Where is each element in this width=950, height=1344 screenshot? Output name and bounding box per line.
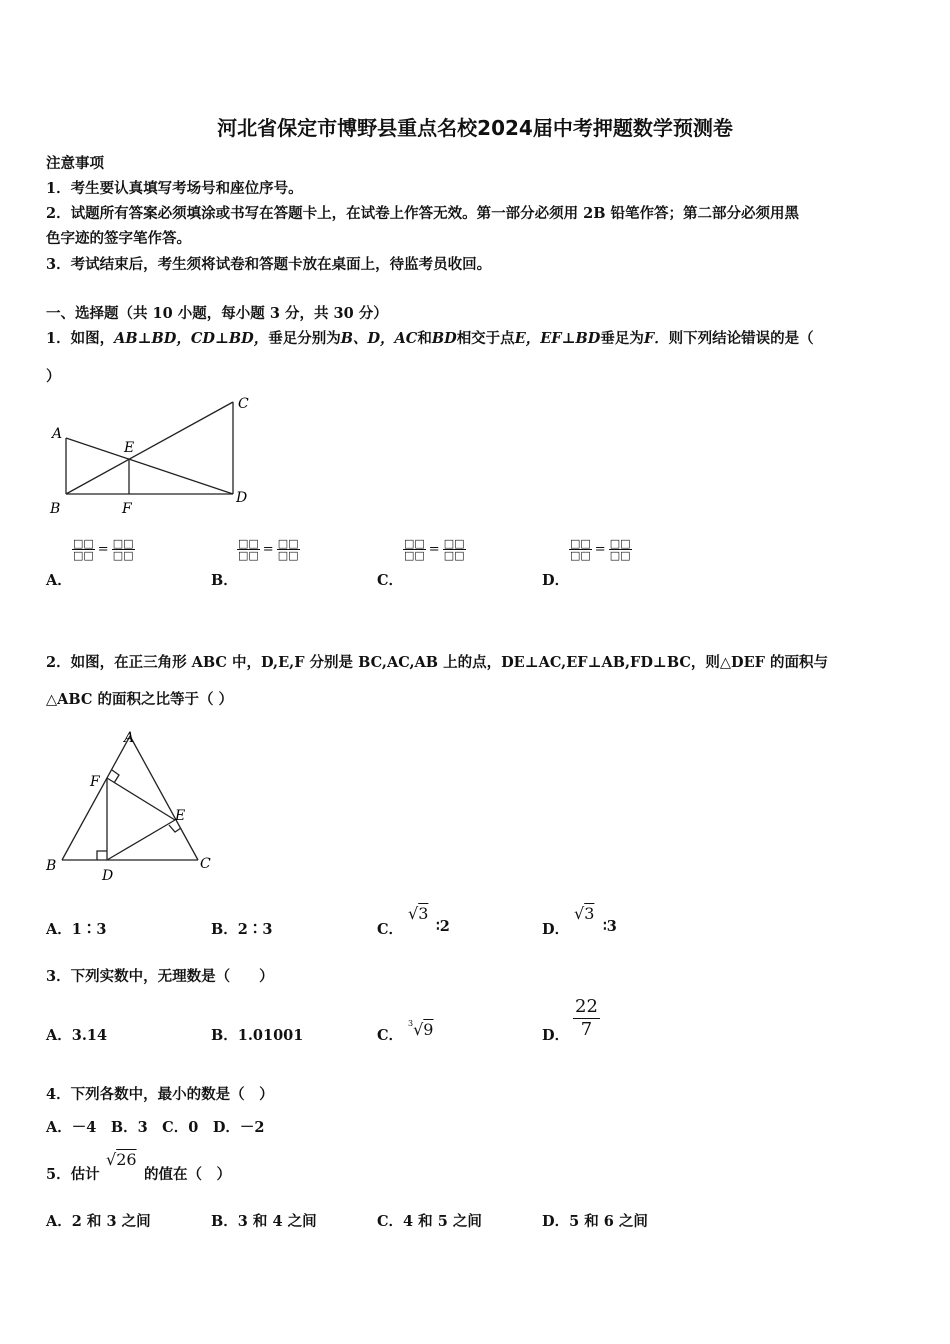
q2-option-a bbox=[46, 918, 106, 939]
option-text: 3 和 4 之间 bbox=[237, 1213, 317, 1230]
q1-math-1: AB⊥BD，CD⊥BD， bbox=[114, 330, 269, 347]
q1-close-paren: ） bbox=[46, 368, 61, 385]
option-letter: C． bbox=[377, 921, 404, 938]
fraction-num: □□ bbox=[570, 537, 591, 550]
fraction-den: □□ bbox=[443, 549, 465, 562]
q5-option-d bbox=[542, 1210, 648, 1231]
q2-option-c-sqrt bbox=[408, 904, 428, 923]
label-f: F bbox=[122, 501, 132, 517]
option-text: 2∶3 bbox=[237, 921, 273, 938]
q3-option-d-fraction bbox=[573, 996, 600, 1041]
page-title: 河北省保定市博野县重点名校2024届中考押题数学预测卷 bbox=[217, 116, 733, 140]
fraction-den: □□ bbox=[570, 549, 591, 562]
segment-bc bbox=[66, 402, 233, 494]
q1-figure bbox=[46, 392, 266, 520]
option-letter: D． bbox=[542, 1213, 570, 1230]
q1-math-4: E，EF⊥BD bbox=[514, 330, 601, 347]
q1-option-d-letter: D． bbox=[542, 572, 570, 589]
fraction-num: □□ bbox=[238, 537, 259, 550]
radical-sign: √ bbox=[106, 1150, 117, 1169]
q1-option-b-formula bbox=[237, 538, 300, 561]
option-letter: D． bbox=[542, 921, 570, 938]
radical-sign: √ bbox=[574, 904, 585, 923]
option-letter: D． bbox=[542, 1027, 570, 1044]
q1-option-d-formula bbox=[569, 538, 632, 561]
q2-option-c-ratio: ∶2 bbox=[436, 918, 450, 935]
q1-math-3: BD bbox=[431, 330, 457, 347]
notice-heading: 注意事项 bbox=[46, 155, 104, 172]
q5-sqrt bbox=[106, 1150, 137, 1169]
q3-option-c-cuberoot bbox=[408, 1019, 433, 1039]
equals: = bbox=[428, 542, 440, 557]
q1-option-b-letter: B． bbox=[211, 572, 238, 589]
option-letter: A． bbox=[46, 1027, 72, 1044]
q3-option-c bbox=[377, 1024, 403, 1045]
fraction bbox=[72, 538, 95, 561]
fraction-num: □□ bbox=[277, 537, 299, 550]
label-c: C bbox=[238, 396, 249, 412]
q1-text-f: 则下列结论错误的是（ bbox=[668, 330, 814, 347]
notice-item-3: 3．考试结束后，考生须将试卷和答题卡放在桌面上，待监考员收回。 bbox=[46, 256, 492, 273]
q2-option-d bbox=[542, 918, 569, 939]
label-d: D bbox=[102, 868, 114, 884]
segment-ad bbox=[66, 438, 233, 494]
q1-option-c-letter: C． bbox=[377, 572, 404, 589]
fraction bbox=[277, 538, 300, 561]
fraction-den: 7 bbox=[580, 1019, 593, 1040]
option-letter: B． bbox=[211, 921, 238, 938]
radicand: 26 bbox=[116, 1150, 137, 1169]
label-e: E bbox=[124, 440, 135, 456]
notice-item-2: 2．试题所有答案必须填涂或书写在答题卡上，在试卷上作答无效。第一部分必须用 2B 铅笔作答；第二部分必须用黑 bbox=[46, 205, 800, 222]
label-d: D bbox=[236, 490, 248, 506]
radical-sign: √ bbox=[413, 1020, 424, 1039]
segment-ab bbox=[62, 736, 130, 860]
label-f: F bbox=[90, 774, 100, 790]
option-text: 4 和 5 之间 bbox=[403, 1213, 482, 1230]
option-letter: B． bbox=[211, 1027, 238, 1044]
notice-item-2-cont: 色字迹的签字笔作答。 bbox=[46, 230, 191, 247]
radical-sign: √ bbox=[408, 904, 419, 923]
right-angle-d bbox=[97, 851, 107, 860]
q1-option-c-formula bbox=[403, 538, 466, 561]
equals: = bbox=[594, 542, 606, 557]
fraction bbox=[573, 996, 600, 1041]
q2-stem-line2: △ABC 的面积之比等于（ ） bbox=[46, 691, 234, 708]
fraction-den: □□ bbox=[238, 549, 259, 562]
fraction bbox=[443, 538, 466, 561]
segment-de bbox=[107, 820, 175, 860]
label-b: B bbox=[46, 858, 57, 874]
option-letter: C． bbox=[377, 1027, 404, 1044]
option-letter: A． bbox=[46, 921, 72, 938]
radicand: 3 bbox=[584, 904, 595, 923]
option-text: 1.01001 bbox=[237, 1027, 304, 1044]
fraction-den: □□ bbox=[112, 549, 134, 562]
option-letter: B． bbox=[211, 1213, 238, 1230]
fraction-num: □□ bbox=[73, 537, 94, 550]
label-b: B bbox=[50, 501, 61, 517]
fraction-num: □□ bbox=[609, 537, 631, 550]
option-text: 1∶3 bbox=[71, 921, 107, 938]
fraction-den: □□ bbox=[73, 549, 94, 562]
fraction-den: □□ bbox=[277, 549, 299, 562]
q2-option-d-ratio: ∶3 bbox=[603, 918, 617, 935]
q1-math-5: F． bbox=[643, 330, 669, 347]
q4-stem: 4．下列各数中，最小的数是（ ） bbox=[46, 1086, 274, 1103]
option-text: 2 和 3 之间 bbox=[71, 1213, 151, 1230]
q2-option-d-sqrt bbox=[574, 904, 594, 923]
q1-math-2: B、D，AC bbox=[340, 330, 418, 347]
equals: = bbox=[262, 542, 274, 557]
q1-text-c: 和 bbox=[417, 330, 432, 347]
section-heading: 一、选择题（共 10 小题，每小题 3 分，共 30 分） bbox=[46, 305, 388, 322]
option-letter: A． bbox=[46, 1213, 72, 1230]
q5-option-a bbox=[46, 1210, 151, 1231]
label-e: E bbox=[175, 808, 186, 824]
q2-stem-line1: 2．如图，在正三角形 ABC 中，D,E,F 分别是 BC,AC,AB 上的点，DE⊥AC,EF⊥AB,FD⊥BC，则△DEF 的面积与 bbox=[46, 654, 829, 671]
q1-text-d: 相交于点 bbox=[456, 330, 515, 347]
q1-text-b: 垂足分别为 bbox=[268, 330, 341, 347]
q1-number: 1． bbox=[46, 330, 71, 347]
q2-figure bbox=[44, 728, 224, 886]
radicand: 9 bbox=[423, 1020, 434, 1039]
q2-option-b bbox=[211, 918, 272, 939]
option-text: 5 和 6 之间 bbox=[569, 1213, 648, 1230]
fraction bbox=[237, 538, 260, 561]
root-index: 3 bbox=[408, 1019, 414, 1028]
fraction-num: □□ bbox=[404, 537, 425, 550]
fraction-num: □□ bbox=[112, 537, 134, 550]
q4-options: A．－4 B．3 C．0 D．－2 bbox=[46, 1119, 265, 1136]
fraction bbox=[403, 538, 426, 561]
q3-stem: 3．下列实数中，无理数是（ ） bbox=[46, 968, 274, 985]
equals: = bbox=[97, 542, 109, 557]
fraction-num: □□ bbox=[443, 537, 465, 550]
fraction bbox=[112, 538, 135, 561]
option-text: 3.14 bbox=[71, 1027, 108, 1044]
label-c: C bbox=[200, 856, 211, 872]
q5-option-c bbox=[377, 1210, 482, 1231]
label-a: A bbox=[52, 426, 63, 442]
notice-item-1: 1．考生要认真填写考场号和座位序号。 bbox=[46, 180, 303, 197]
q5-stem-post: 的值在（ ） bbox=[144, 1166, 231, 1183]
radicand: 3 bbox=[418, 904, 429, 923]
fraction bbox=[609, 538, 632, 561]
fraction-den: □□ bbox=[609, 549, 631, 562]
q3-option-b bbox=[211, 1024, 303, 1045]
label-a: A bbox=[124, 730, 135, 746]
q5-stem-pre: 5．估计 bbox=[46, 1166, 100, 1183]
q5-option-b bbox=[211, 1210, 317, 1231]
fraction-den: □□ bbox=[404, 549, 425, 562]
q3-option-d bbox=[542, 1024, 569, 1045]
q3-option-a bbox=[46, 1024, 107, 1045]
fraction bbox=[569, 538, 592, 561]
q1-option-a-letter: A． bbox=[46, 572, 72, 589]
fraction-num: 22 bbox=[575, 996, 598, 1017]
option-letter: C． bbox=[377, 1213, 404, 1230]
q1-text-a: 如图， bbox=[70, 330, 115, 347]
q2-option-c bbox=[377, 918, 403, 939]
q1-stem bbox=[46, 327, 814, 348]
q1-option-a-formula bbox=[72, 538, 135, 561]
q1-text-e: 垂足为 bbox=[600, 330, 644, 347]
